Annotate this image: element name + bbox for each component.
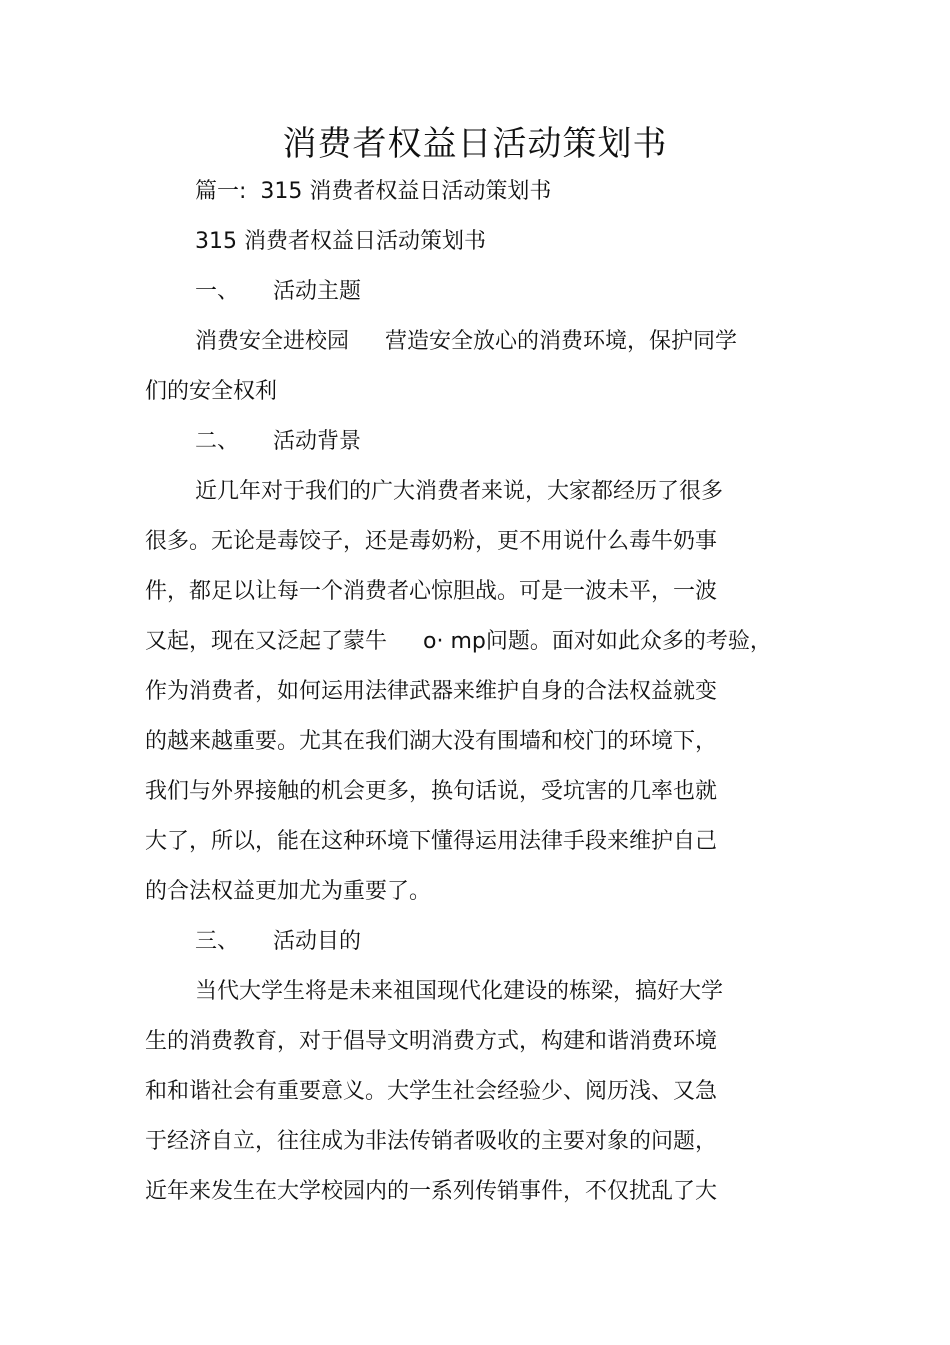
section-number: 一、	[195, 279, 240, 304]
section-number: 二、	[195, 429, 240, 454]
subtitle: 315 消费者权益日活动策划书	[195, 229, 486, 254]
theme-slogan: 消费安全进校园	[195, 329, 350, 354]
section-heading-1	[195, 277, 361, 307]
paragraph-line: 生的消费教育，对于倡导文明消费方式，构建和谐消费环境	[145, 1029, 718, 1054]
paragraph-line	[195, 327, 737, 357]
paragraph-fragment: 又起，现在又泛起了蒙牛	[145, 629, 388, 654]
paragraph-line: 的合法权益更加尤为重要了。	[145, 879, 432, 904]
section-heading-2	[195, 427, 361, 457]
section-heading-3	[195, 927, 361, 957]
section-number: 三、	[195, 929, 240, 954]
theme-description: 营造安全放心的消费环境，保护同学	[385, 329, 738, 354]
paragraph-line: 和和谐社会有重要意义。大学生社会经验少、阅历浅、又急	[145, 1079, 718, 1104]
document-title: 消费者权益日活动策划书	[282, 124, 668, 164]
paragraph-line: 我们与外界接触的机会更多，换句话说，受坑害的几率也就	[145, 779, 718, 804]
paragraph-line: 大了，所以，能在这种环境下懂得运用法律手段来维护自己	[145, 829, 718, 854]
paragraph-line: 作为消费者，如何运用法律武器来维护自身的合法权益就变	[145, 679, 718, 704]
paragraph-line: 很多。无论是毒饺子，还是毒奶粉，更不用说什么毒牛奶事	[145, 529, 718, 554]
paragraph-line: 近几年对于我们的广大消费者来说，大家都经历了很多	[195, 479, 724, 504]
paragraph-line: 于经济自立，往往成为非法传销者吸收的主要对象的问题，	[145, 1129, 718, 1154]
paragraph-line: 们的安全权利	[145, 379, 278, 404]
section-title: 活动背景	[273, 429, 362, 454]
part-heading	[195, 177, 551, 207]
paragraph-line: 的越来越重要。尤其在我们湖大没有围墙和校门的环境下，	[145, 729, 718, 754]
section-title: 活动目的	[273, 929, 362, 954]
paragraph-line	[145, 627, 772, 657]
part-heading-label: 篇一:	[195, 179, 247, 204]
paragraph-line: 件，都足以让每一个消费者心惊胆战。可是一波未平，一波	[145, 579, 718, 604]
paragraph-line: 近年来发生在大学校园内的一系列传销事件，不仅扰乱了大	[145, 1179, 718, 1204]
paragraph-fragment: o· mp问题。面对如此众多的考验，	[423, 629, 772, 654]
part-heading-text: 315 消费者权益日活动策划书	[260, 179, 552, 204]
paragraph-line: 当代大学生将是未来祖国现代化建设的栋梁，搞好大学	[195, 979, 724, 1004]
section-title: 活动主题	[273, 279, 362, 304]
